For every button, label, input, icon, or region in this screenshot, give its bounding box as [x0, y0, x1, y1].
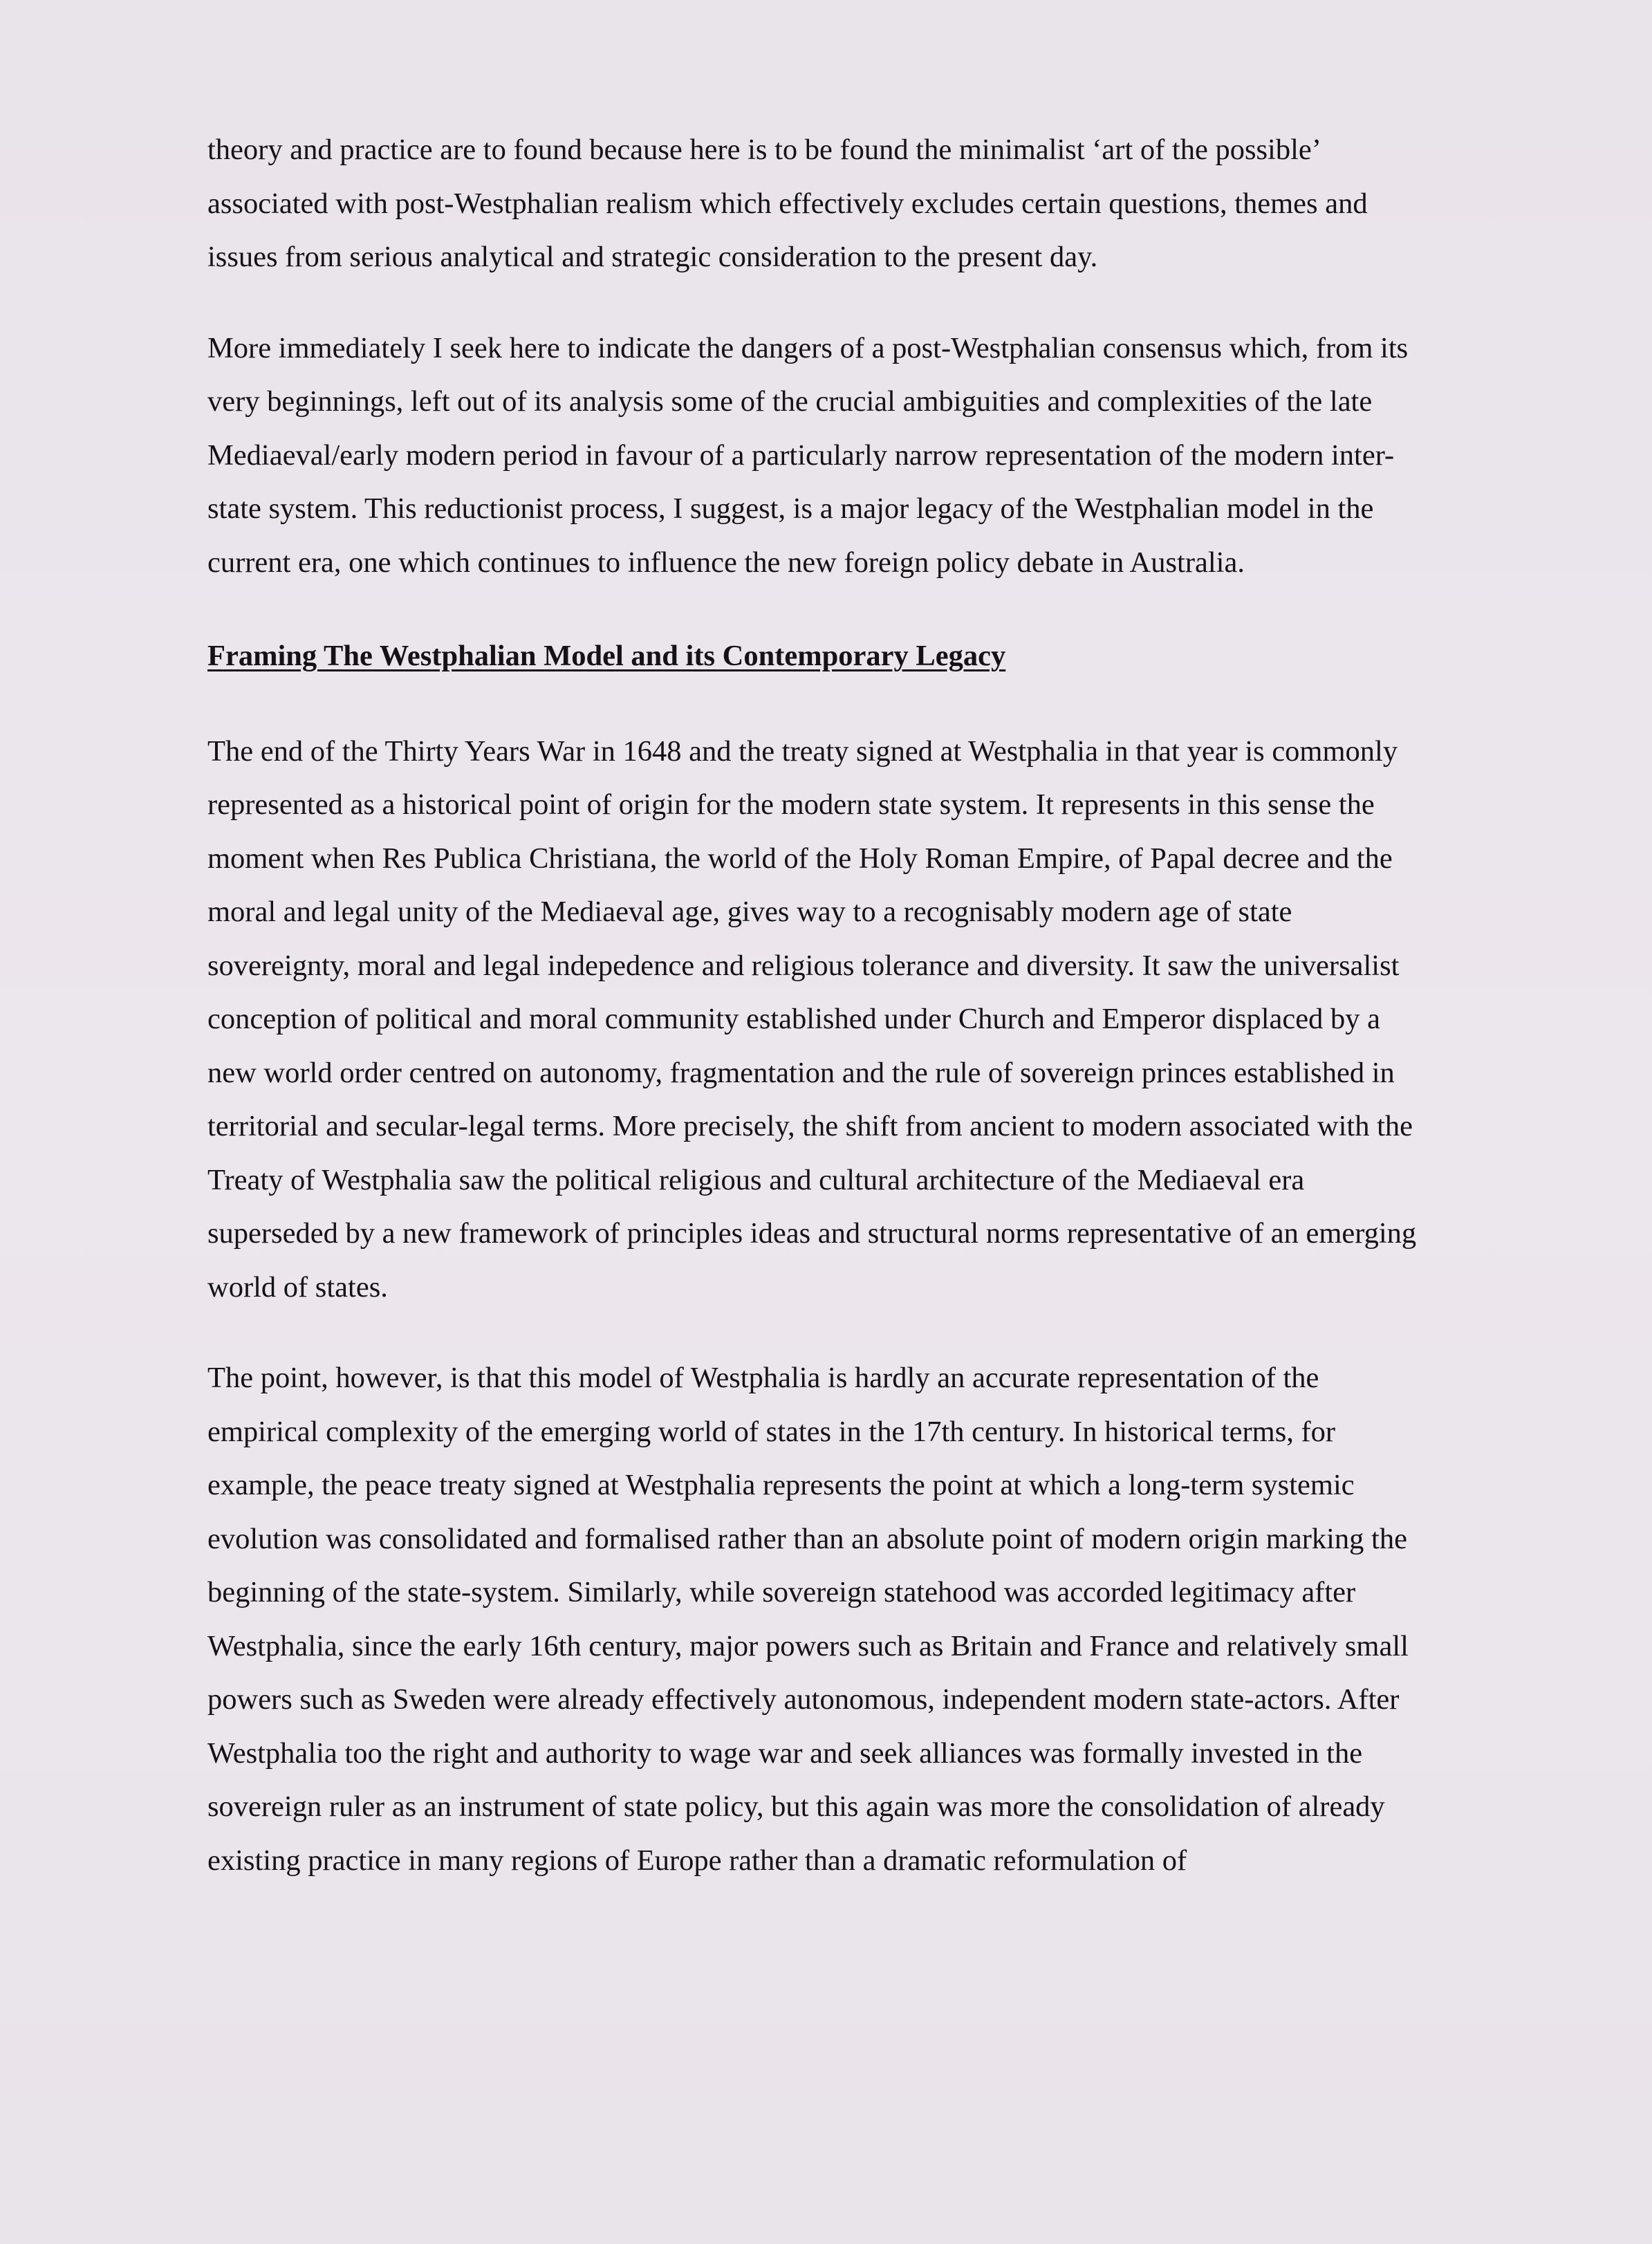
- paragraph-post-westphalian-consensus: More immediately I seek here to indicate the dangers of a post-Westphalian consensus which, from its very beginnings, left out of its analysis some of the crucial ambiguities and complexities of the late Mediaeval/early modern period in favour of a particularly narrow representation of the modern inter-state system. This reductionist process, I suggest, is a major legacy of the Westphalian model in the current era, one which continues to influence the new foreign policy debate in Australia.: [207, 331, 1409, 579]
- paragraph-model-accuracy: The point, however, is that this model of Westphalia is hardly an accurate representation of the empirical complexity of the emerging world of states in the 17th century. In historical terms, for example, the peace treaty signed at Westphalia represents the point at which a long-term systemic evolution was consolidated and formalised rather than an absolute point of modern origin marking the beginning of the state-system. Similarly, while sovereign statehood was accorded legitimacy after Westphalia, since the early 16th century, major powers such as Britain and France and relatively small powers such as Sweden were already effectively autonomous, independent modern state-actors. After Westphalia too the right and authority to wage war and seek alliances was formally invested in the sovereign ruler as an instrument of state policy, but this again was more the consolidation of already existing practice in many regions of Europe rather than a dramatic reformulation of: [207, 1362, 1409, 1877]
- section-heading: Framing The Westphalian Model and its Contemporary Legacy: [207, 640, 1006, 672]
- paragraph-thirty-years-war: The end of the Thirty Years War in 1648 and the treaty signed at Westphalia in that year is commonly represented as a historical point of origin for the modern state system. It represents in this sense the moment when Res Publica Christiana, the world of the Holy Roman Empire, of Papal decree and the moral and legal unity of the Mediaeval age, gives way to a recognisably modern age of state sovereignty, moral and legal indepedence and religious tolerance and diversity. It saw the universalist conception of political and moral community established under Church and Emperor displaced by a new world order centred on autonomy, fragmentation and the rule of sovereign princes established in territorial and secular-legal terms. More precisely, the shift from ancient to modern associated with the Treaty of Westphalia saw the political religious and cultural architecture of the Mediaeval era superseded by a new framework of principles ideas and structural norms representative of an emerging world of states.: [207, 734, 1417, 1304]
- document-body: [207, 123, 1435, 1925]
- paragraph-theory-and-practice: theory and practice are to found because here is to be found the minimalist ‘art of the possible’ associated with post-Westphalian realism which effectively excludes certain questions, themes and issues from serious analytical and strategic consideration to the present day.: [207, 133, 1368, 273]
